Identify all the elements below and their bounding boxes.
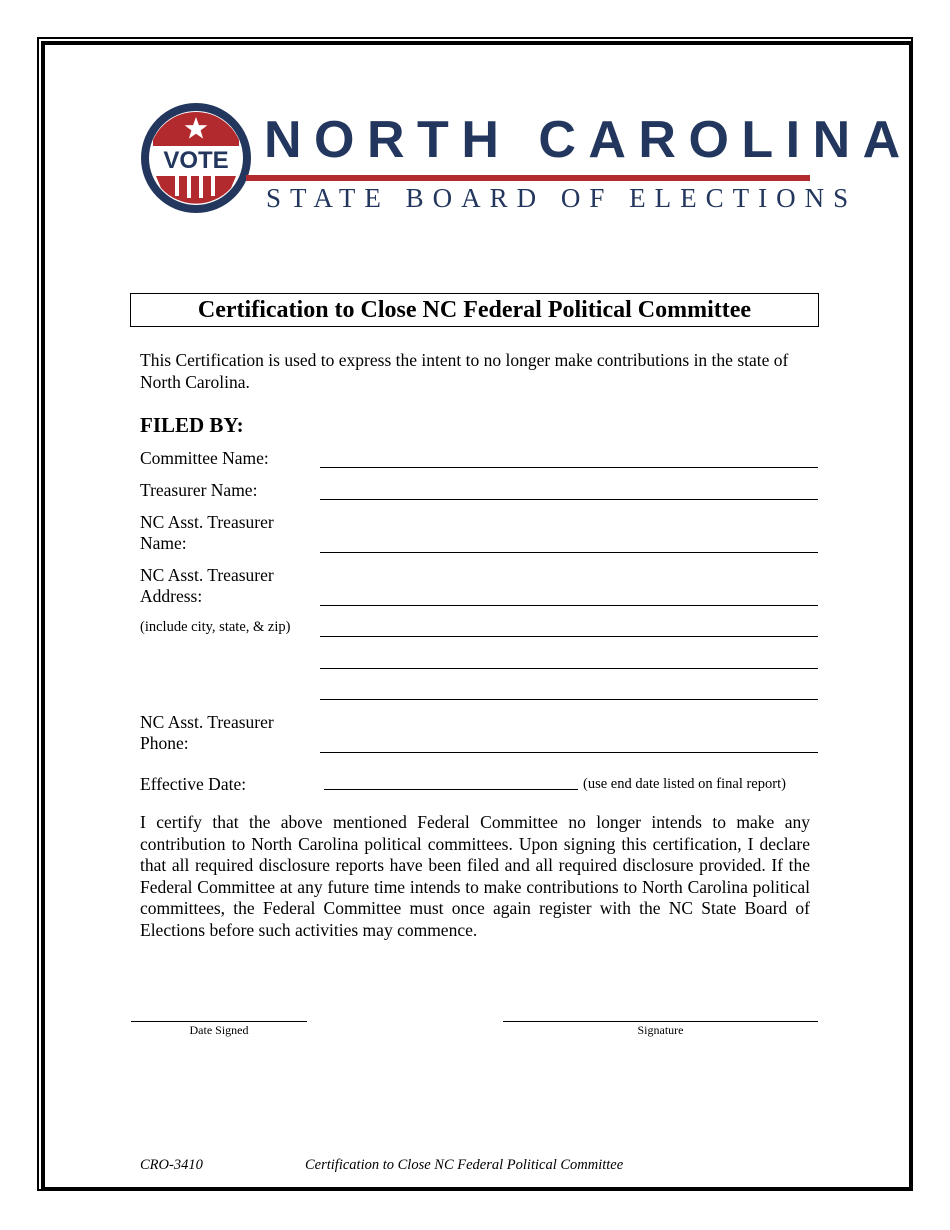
footer-form-title: Certification to Close NC Federal Political Committee <box>305 1157 624 1173</box>
effective-date-note: (use end date listed on final report) <box>583 776 786 792</box>
filed-by-heading: FILED BY: <box>140 413 244 437</box>
asst-treasurer-address-field-4[interactable] <box>320 699 818 700</box>
asst-treasurer-name-label-line2: Name: <box>140 533 187 553</box>
vote-badge-text: VOTE <box>163 147 229 174</box>
asst-treasurer-name-label-line1: NC Asst. Treasurer <box>140 512 274 532</box>
logo-north-carolina: NORTH CAROLINA <box>264 111 913 169</box>
asst-treasurer-phone-label-line2: Phone: <box>140 733 189 753</box>
asst-treasurer-name-field[interactable] <box>320 552 818 553</box>
certification-paragraph: I certify that the above mentioned Federal Committee no longer intends to make any contribution to North Carolina political committees. Upon signing this certification, I declare that all required disclosure reports have been filed and all required disclosure provided. If the Federal Committee at any future time intends to make contributions to North Carolina political committees, the Federal Committee must once again register with the NC State Board of Elections before such activities may commence. <box>140 812 810 940</box>
form-title: Certification to Close NC Federal Political Committee <box>130 293 819 327</box>
asst-treasurer-address-field-1[interactable] <box>320 605 818 606</box>
nc-board-of-elections-logo <box>138 100 913 220</box>
treasurer-name-label: Treasurer Name: <box>140 480 258 500</box>
asst-treasurer-phone-field[interactable] <box>320 752 818 753</box>
committee-name-label: Committee Name: <box>140 448 269 468</box>
treasurer-name-field[interactable] <box>320 499 818 500</box>
date-signed-field[interactable] <box>131 1021 307 1022</box>
date-signed-caption: Date Signed <box>189 1023 249 1037</box>
asst-treasurer-address-label-line1: NC Asst. Treasurer <box>140 565 274 585</box>
logo-red-bar <box>246 175 810 181</box>
asst-treasurer-address-field-3[interactable] <box>320 668 818 669</box>
effective-date-label: Effective Date: <box>140 774 247 794</box>
vote-badge-icon <box>138 100 254 216</box>
asst-treasurer-address-label-line2: Address: <box>140 586 203 606</box>
committee-name-field[interactable] <box>320 467 818 468</box>
logo-state-board: STATE BOARD OF ELECTIONS <box>266 183 858 213</box>
asst-treasurer-phone-label-line1: NC Asst. Treasurer <box>140 712 274 732</box>
intro-paragraph: This Certification is used to express the intent to no longer make contributions in the state of North Carolina. <box>140 350 789 392</box>
footer-form-number: CRO-3410 <box>140 1157 203 1173</box>
asst-treasurer-address-field-2[interactable] <box>320 636 818 637</box>
signature-field[interactable] <box>503 1021 818 1022</box>
signature-caption: Signature <box>637 1023 684 1037</box>
address-note: (include city, state, & zip) <box>140 619 291 635</box>
effective-date-field[interactable] <box>324 789 578 790</box>
